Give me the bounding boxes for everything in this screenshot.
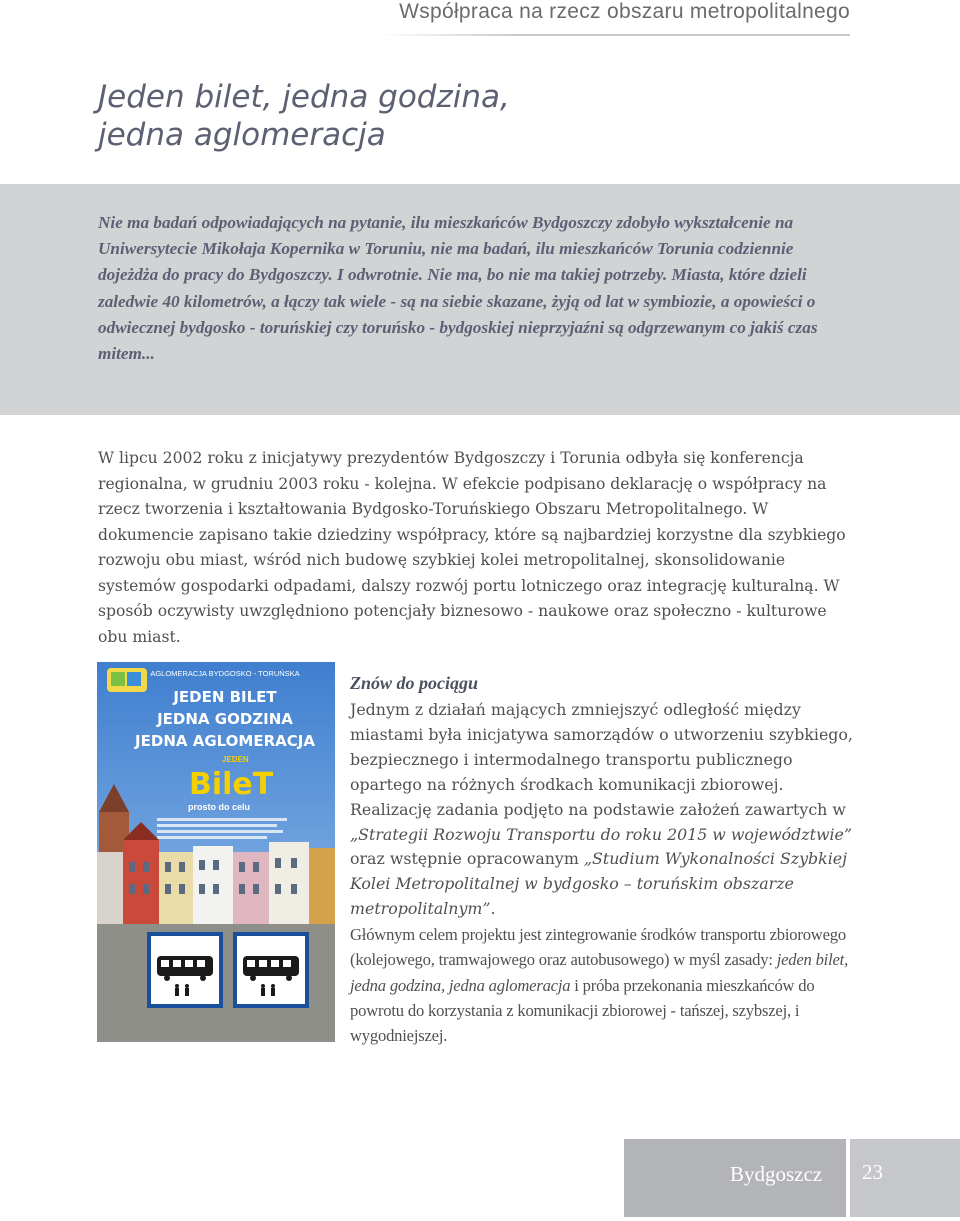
poster-logo-small: JEDEN <box>222 755 249 764</box>
campaign-poster-image <box>97 662 335 1042</box>
footer-city-label: Bydgoszcz <box>730 1162 823 1186</box>
article-title-line-2: jedna aglomeracja <box>98 117 386 153</box>
poster-logo-tagline: prosto do celu <box>187 802 251 812</box>
poster-logo-main: BileT <box>189 767 274 802</box>
p2-text-b: i próba przekonania mieszkańców do powrotu do korzystania z komunikacji zbiorowej - tańszej, szybszej, i wygodniejszej. <box>350 975 815 1045</box>
p1-text-b: oraz wstępnie opracowanym <box>350 849 584 869</box>
section-heading: Znów do pociągu <box>350 673 479 693</box>
body-paragraph: W lipcu 2002 roku z inicjatywy prezydentów Bydgoszczy i Torunia odbyła się konferencja regionalna, w grudniu 2003 roku - kolejna. W efekcie podpisano deklarację o współpracy na rzecz tworzenia i kształtowania Bydgosko-Toruńskiego Obszaru Metropolitalnego. W dokumencie zapisano takie dziedziny współpracy, które są najbardziej korzystne dla szybkiego rozwoju obu miast, wśród nich budowę szybkiej kolei metropolitalnej, skonsolidowanie systemów gospodarki odpadami, dalszy rozwój portu lotniczego oraz integrację kulturalną. W sposób oczywisty uwzględniono potencjały biznesowo - naukowe oraz społeczno - kulturowe obu miast. <box>98 449 846 646</box>
poster-top-line: AGLOMERACJA BYDGOSKO - TORUŃSKA <box>150 669 300 678</box>
section-paragraph-2 <box>350 922 860 1048</box>
p1-strategy-title: „Strategii Rozwoju Transportu do roku 2015 w województwie” <box>350 824 852 844</box>
running-header: Współpraca na rzecz obszaru metropolitalnego <box>399 0 850 23</box>
article-title <box>98 78 510 154</box>
section-trains <box>350 670 860 1048</box>
section-paragraph-1 <box>350 698 855 922</box>
p1-text-a: Jednym z działań mających zmniejszyć odległość między miastami była inicjatywa samorządów o utworzeniu szybkiego, bezpiecznego i intermodalnego transportu publicznego opartego na różnych środkach komunikacji zbiorowej. Realizację zadania podjęto na podstawie założeń zawartych w <box>350 700 853 819</box>
poster-heading-2: JEDNA GODZINA <box>157 710 293 728</box>
p1-text-c: . <box>490 899 496 919</box>
p2-text-a: Głównym celem projektu jest zintegrowanie środków transportu zbiorowego (kolejowego, tramwajowego oraz autobusowego) w myśl zasady: <box>350 925 846 970</box>
article-title-line-1: Jeden bilet, jedna godzina, <box>98 79 510 115</box>
lead-paragraph: Nie ma badań odpowiadających na pytanie, ilu mieszkańców Bydgoszczy zdobyło wykształcenie na Uniwersytecie Mikołaja Kopernika w Toruniu, nie ma badań, ilu mieszkańców Torunia codziennie dojeżdża do pracy do Bydgoszczy. I odwrotnie. Nie ma, bo nie ma takiej potrzeby. Miasta, które dzieli zaledwie 40 kilometrów, a łączy tak wiele - są na siebie skazane, żyją od lat w symbiozie, a opowieści o odwiecznej bydgosko - toruńskiej czy toruńsko - bydgoskiej nieprzyjaźni są odgrzewanym co jakiś czas mitem... <box>98 213 818 364</box>
poster-heading-3: JEDNA AGLOMERACJA <box>135 732 315 750</box>
p2-motto: jeden bilet, jedna godzina, jedna aglomeracja <box>350 950 849 995</box>
header-rule <box>380 34 850 36</box>
p1-study-title: „Studium Wykonalności Szybkiej Kolei Metropolitalnej w bydgosko – toruńskim obszarze metropolitalnym” <box>350 849 848 919</box>
poster-heading-1: JEDEN BILET <box>173 688 277 706</box>
page-number: 23 <box>862 1160 883 1184</box>
